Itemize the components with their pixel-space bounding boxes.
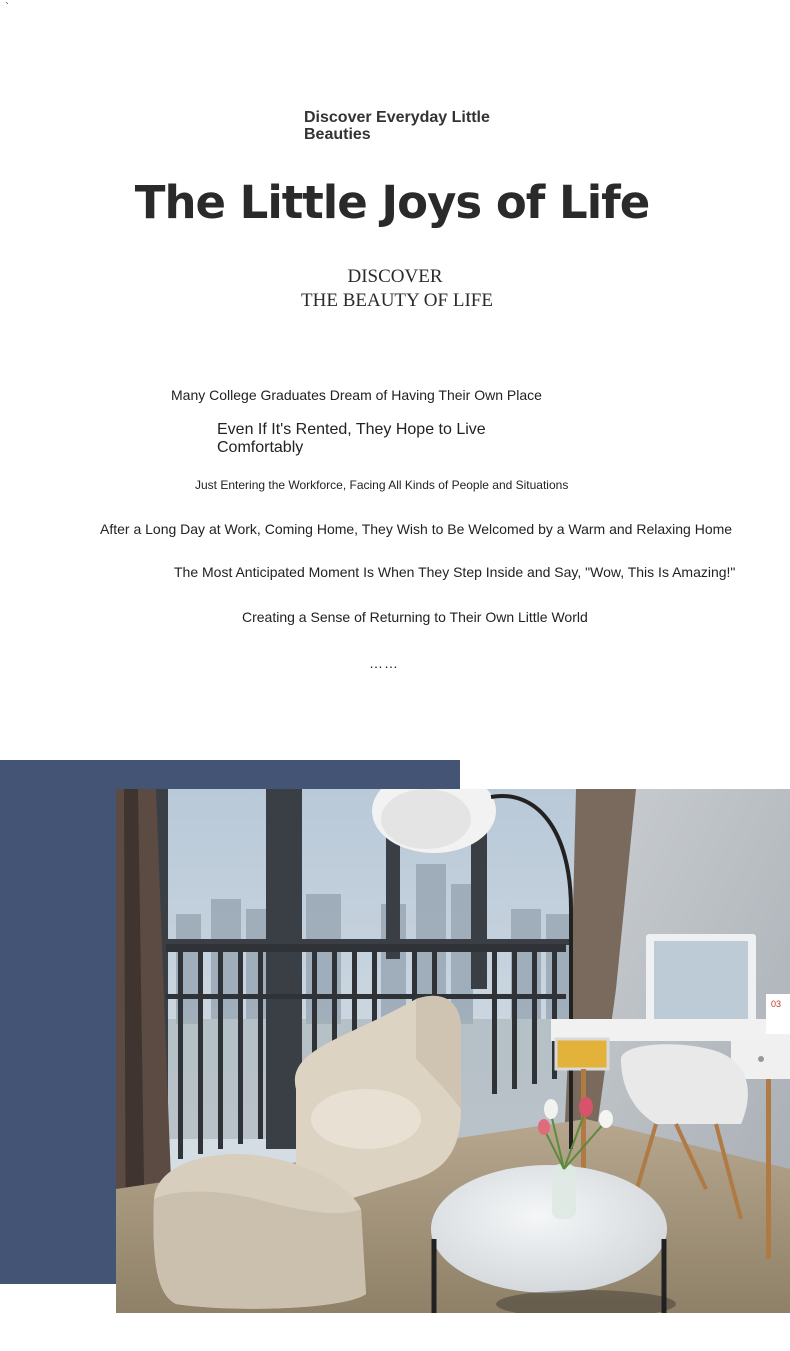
room-photo [116, 789, 790, 1313]
calendar-number: 03 [771, 999, 782, 1009]
corner-mark: ` [5, 2, 10, 13]
yellow-drawer [556, 1039, 608, 1069]
subtitle-line-2: THE BEAUTY OF LIFE [301, 290, 493, 311]
story-line-2: Even If It's Rented, They Hope to Live Comfortably [217, 421, 486, 456]
story-line-6: Creating a Sense of Returning to Their Own Little World [242, 609, 588, 625]
ellipsis: …… [369, 655, 399, 671]
round-table [431, 1165, 667, 1293]
story-line-5: The Most Anticipated Moment Is When They Step Inside and Say, "Wow, This Is Amazing!" [174, 564, 736, 580]
story-line-1: Many College Graduates Dream of Having Their Own Place [171, 387, 542, 403]
subtitle-line-1: DISCOVER [347, 266, 443, 287]
eyebrow-heading: Discover Everyday Little Beauties [304, 109, 490, 143]
flower-vase [552, 1164, 576, 1219]
story-line-3: Just Entering the Workforce, Facing All Kinds of People and Situations [195, 478, 569, 492]
page-title: The Little Joys of Life [134, 176, 650, 229]
story-line-4: After a Long Day at Work, Coming Home, They Wish to Be Welcomed by a Warm and Relaxing Home [100, 521, 733, 537]
